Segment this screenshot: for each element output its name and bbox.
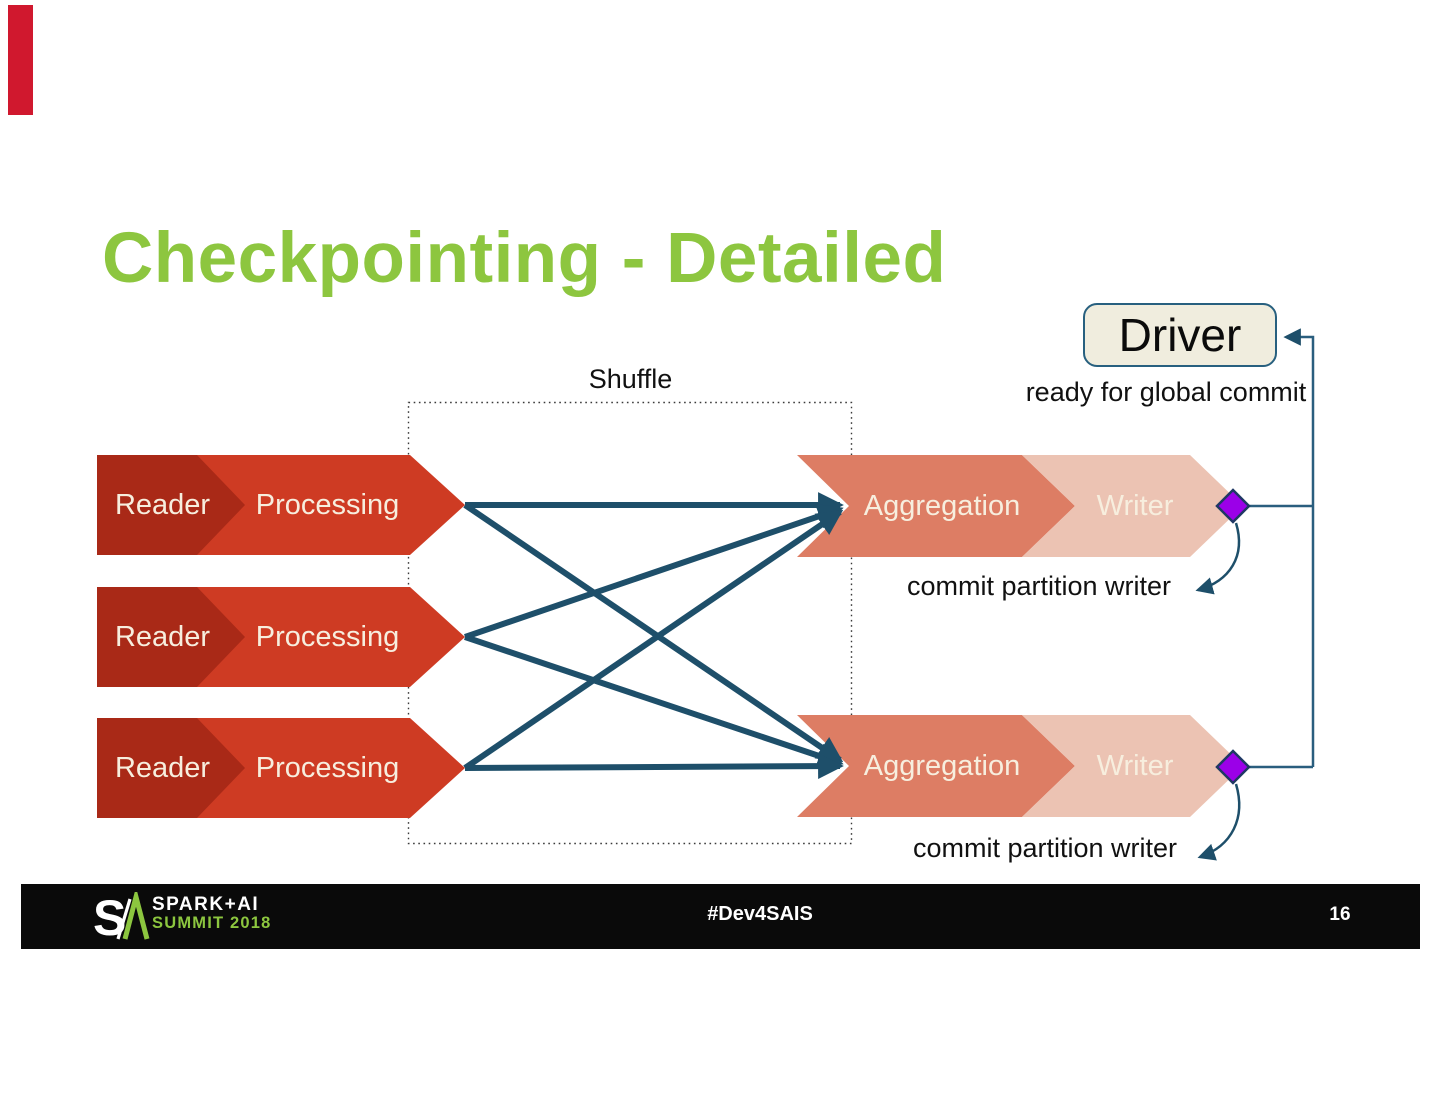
processing-label-1: Processing (255, 488, 400, 521)
page-number: 16 (1329, 904, 1351, 925)
summit-logo-icon (92, 892, 150, 942)
summit-brand-line2: SUMMIT 2018 (152, 913, 272, 932)
slide-title: Checkpointing - Detailed (102, 219, 947, 298)
reader-label-2: Reader (114, 620, 211, 653)
driver-box (1083, 303, 1277, 367)
aggregation-label-1: Aggregation (863, 489, 1021, 522)
commit-diamond-icons (1217, 490, 1249, 783)
writer-label-2: Writer (1096, 749, 1174, 782)
shuffle-lines (465, 505, 840, 768)
summit-brand-line1: SPARK+AI (152, 894, 260, 915)
commit-note-bottom: commit partition writer (912, 833, 1178, 863)
reader-label-3: Reader (114, 751, 211, 784)
driver-label: Driver (1118, 309, 1242, 361)
commit-note-top: commit partition writer (906, 571, 1172, 601)
writer-label-1: Writer (1096, 489, 1174, 522)
hashtag-label: #Dev4SAIS (707, 903, 813, 925)
processing-label-2: Processing (255, 620, 400, 653)
reader-label-1: Reader (114, 488, 211, 521)
driver-status-label: ready for global commit (1025, 377, 1307, 407)
aggregation-label-2: Aggregation (863, 749, 1021, 782)
shuffle-label: Shuffle (588, 364, 673, 394)
processing-label-3: Processing (255, 751, 400, 784)
commit-curve-arrows (1198, 523, 1239, 857)
svg-text:S: S (93, 892, 127, 942)
shuffle-dotted-box (409, 403, 852, 844)
summit-brand-text (152, 895, 272, 932)
